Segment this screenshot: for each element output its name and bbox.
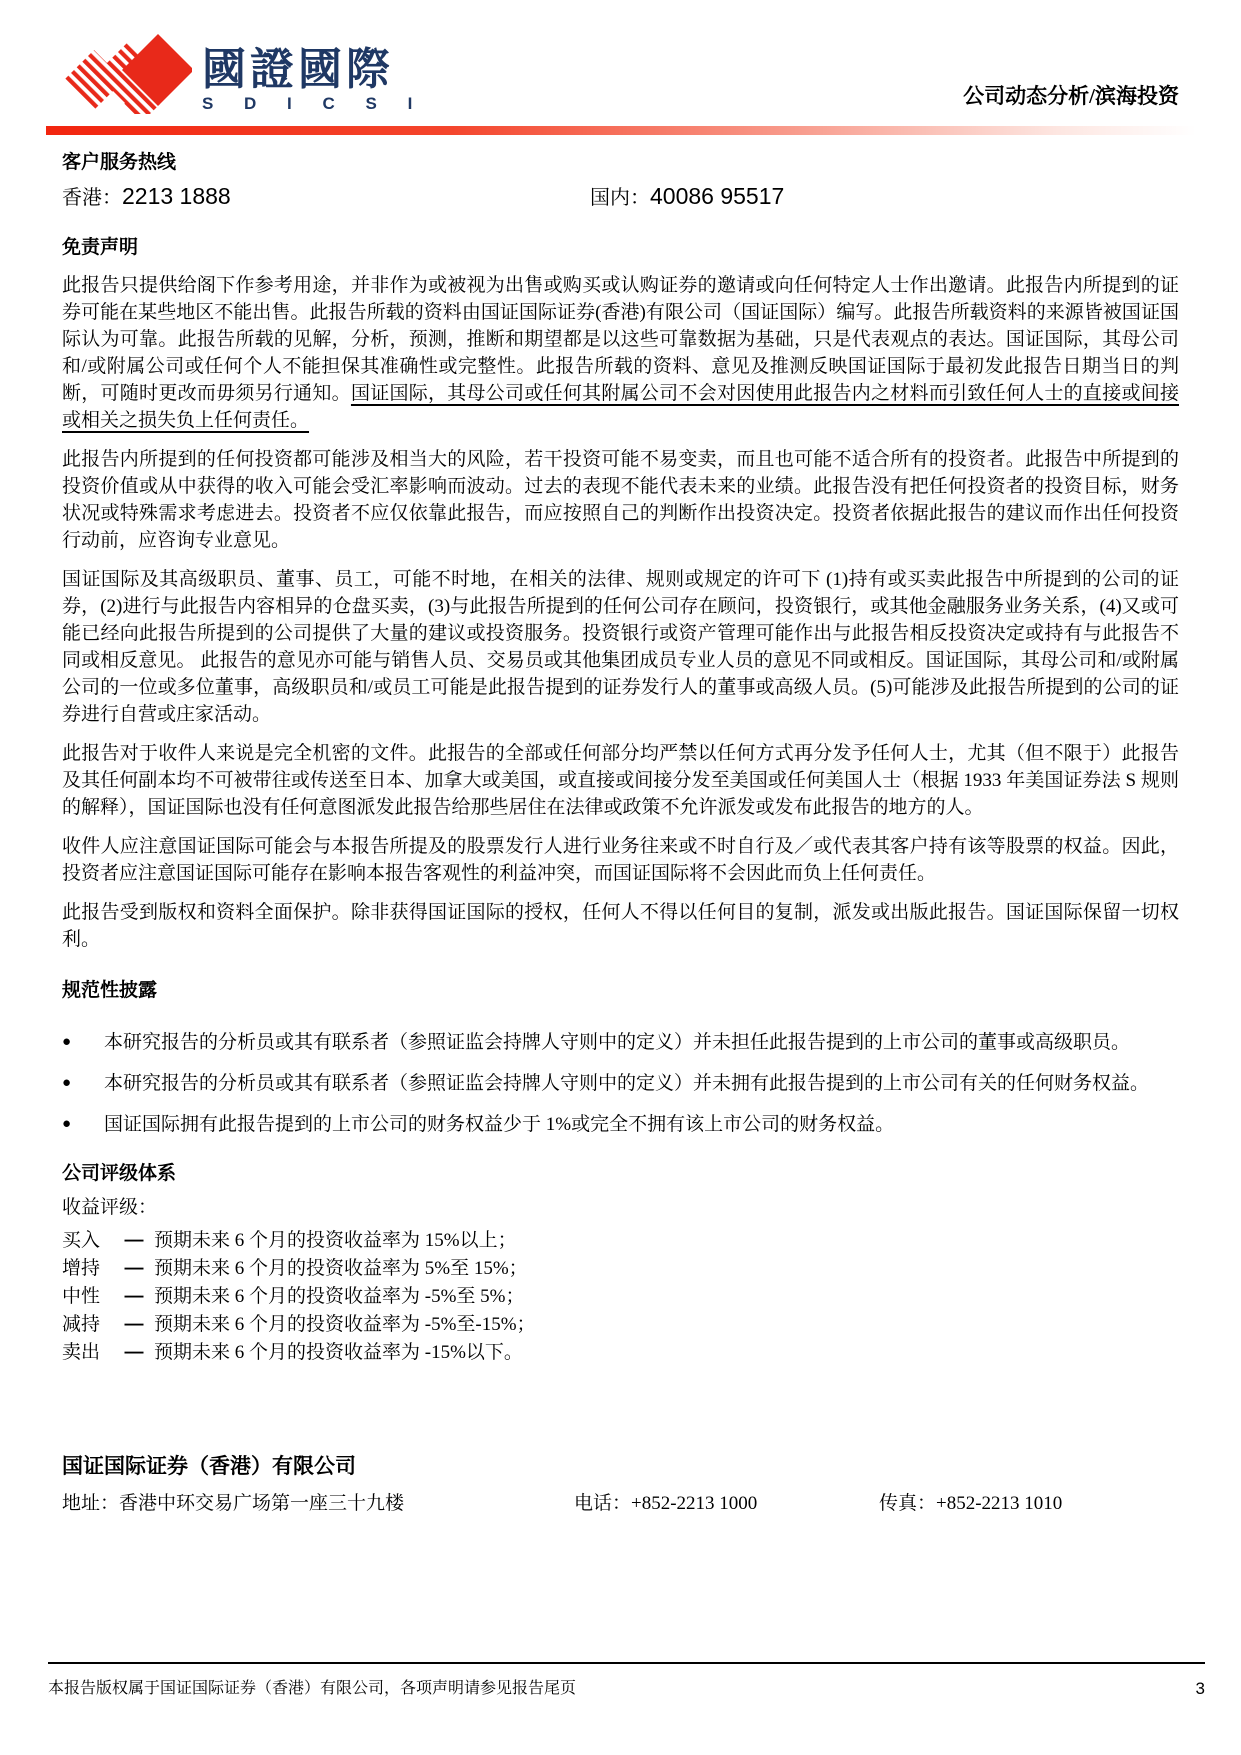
rating-description: 预期未来 6 个月的投资收益率为 -15%以下。 — [154, 1342, 523, 1363]
rating-subtitle: 收益评级： — [62, 1197, 158, 1218]
rating-row — [62, 1255, 1179, 1283]
hotline-title: 客户服务热线 — [62, 152, 177, 173]
rating-description: 预期未来 6 个月的投资收益率为 15%以上； — [154, 1230, 517, 1251]
company-info-section — [62, 1452, 1179, 1518]
hotline-mainland — [590, 182, 784, 212]
bullet-icon: ● — [62, 1075, 72, 1091]
rating-label: 增持 — [62, 1258, 101, 1279]
disclaimer-paragraph — [62, 272, 1179, 434]
rating-dash: — — [124, 1342, 144, 1363]
page-number: 3 — [1195, 1679, 1205, 1698]
rating-system-title: 公司评级体系 — [62, 1163, 177, 1184]
company-address: 地址：香港中环交易广场第一座三十九楼 — [62, 1493, 405, 1514]
rating-label: 买入 — [62, 1230, 101, 1251]
rating-label: 减持 — [62, 1314, 101, 1335]
disclaimer-paragraph: 此报告对于收件人来说是完全机密的文件。此报告的全部或任何部分均严禁以任何方式再分发予任何人士，尤其（但不限于）此报告及其任何副本均不可被带往或传送至日本、加拿大或美国，或直接或间接分发至美国或任何美国人士（根据 1933 年美国证券法 S 规则的解释），国证国际也没有任何意图派发此报告给那些居住在法律或政策不允许派发或发布此报告的地方的人。 — [62, 743, 1179, 818]
page-header — [62, 30, 1179, 114]
header-divider — [46, 126, 1196, 135]
company-contact-row — [62, 1490, 1179, 1518]
bullet-icon: ● — [62, 1116, 72, 1132]
disclaimer-paragraph: 此报告内所提到的任何投资都可能涉及相当大的风险，若干投资可能不易变卖，而且也可能不适合所有的投资者。此报告中所提到的投资价值或从中获得的收入可能会受汇率影响而波动。过去的表现不能代表未来的业绩。此报告没有把任何投资者的投资目标，财务状况或特殊需求考虑进去。投资者不应仅依靠此报告，而应按照自己的判断作出投资决定。投资者依据此报告的建议而作出任何投资行动前，应咨询专业意见。 — [62, 449, 1179, 551]
disclosure-item — [62, 1070, 1179, 1097]
disclosure-item-text: 本研究报告的分析员或其有联系者（参照证监会持牌人守则中的定义）并未拥有此报告提到的上市公司有关的任何财务权益。 — [104, 1073, 1150, 1094]
logo-name-cn: 國證國際 — [202, 45, 394, 94]
disclaimer-p1-underlined: 国证国际，其母公司或任何其附属公司不会对因使用此报告内之材料而引致任何人士的直接或间接或相关之损失负上任何责任。 — [62, 383, 1179, 431]
hotline-cn-number: 40086 95517 — [650, 183, 785, 209]
rating-row — [62, 1311, 1179, 1339]
disclosure-item-text: 国证国际拥有此报告提到的上市公司的财务权益少于 1%或完全不拥有该上市公司的财务权益。 — [104, 1114, 895, 1135]
rating-row — [62, 1283, 1179, 1311]
disclosure-title: 规范性披露 — [62, 980, 158, 1001]
disclaimer-paragraph: 国证国际及其高级职员、董事、员工，可能不时地，在相关的法律、规则或规定的许可下 (1)持有或买卖此报告中所提到的公司的证券，(2)进行与此报告内容相异的仓盘买卖，(3)与此报告所提到的任何公司存在顾问，投资银行，或其他金融服务业务关系，(4)又或可能已经向此报告所提到的公司提供了大量的建议或投资服务。投资银行或资产管理可能作出与此报告相反投资决定或持有与此报告不同或相反意见。 此报告的意见亦可能与销售人员、交易员或其他集团成员专业人员的意见不同或相反。国证国际，其母公司和/或附属公司的一位或多位董事，高级职员和/或员工可能是此报告提到的证券发行人的董事或高级人员。(5)可能涉及此报告所提到的公司的证券进行自营或庄家活动。 — [62, 569, 1179, 725]
rating-label: 中性 — [62, 1286, 101, 1307]
rating-description: 预期未来 6 个月的投资收益率为 -5%至-15%； — [154, 1314, 536, 1335]
logo-diamonds-icon — [62, 30, 192, 114]
disclaimer-paragraph: 收件人应注意国证国际可能会与本报告所提及的股票发行人进行业务往来或不时自行及／或代表其客户持有该等股票的权益。因此，投资者应注意国证国际可能存在影响本报告客观性的利益冲突，而国证国际将不会因此而负上任何责任。 — [62, 836, 1179, 884]
company-fax: 传真：+852-2213 1010 — [879, 1493, 1063, 1514]
disclaimer-paragraph: 此报告受到版权和资料全面保护。除非获得国证国际的授权，任何人不得以任何目的复制，派发或出版此报告。国证国际保留一切权利。 — [62, 902, 1179, 950]
hotline-hongkong — [62, 182, 590, 212]
company-name: 国证国际证券（香港）有限公司 — [62, 1454, 356, 1478]
hotline-hk-number: 2213 1888 — [122, 183, 231, 209]
rating-label: 卖出 — [62, 1342, 101, 1363]
logo-name-en: S D I C S I — [202, 94, 426, 113]
disclaimer-section — [62, 236, 1179, 953]
rating-list — [62, 1227, 1179, 1367]
rating-dash: — — [124, 1286, 144, 1307]
rating-description: 预期未来 6 个月的投资收益率为 5%至 15%； — [154, 1258, 528, 1279]
disclosure-item — [62, 1111, 1179, 1138]
rating-dash: — — [124, 1230, 144, 1251]
rating-row — [62, 1227, 1179, 1255]
bullet-icon: ● — [62, 1034, 72, 1050]
disclaimer-p1-normal: 此报告只提供给阁下作参考用途，并非作为或被视为出售或购买或认购证券的邀请或向任何特定人士作出邀请。此报告内所提到的证券可能在某些地区不能出售。此报告所载的资料由国证国际证券(香港)有限公司（国证国际）编写。此报告所载资料的来源皆被国证国际认为可靠。此报告所载的见解，分析，预测，推断和期望都是以这些可靠数据为基础，只是代表观点的表达。国证国际，其母公司和/或附属公司或任何个人不能担保其准确性或完整性。此报告所载的资料、意见及推测反映国证国际于最初发此报告日期当日的判断，可随时更改而毋须另行通知。 — [62, 275, 1179, 404]
page-footer — [48, 1662, 1205, 1700]
company-logo — [62, 30, 425, 114]
hotline-section — [62, 151, 1179, 212]
rating-row — [62, 1339, 1179, 1367]
disclosure-item-text: 本研究报告的分析员或其有联系者（参照证监会持牌人守则中的定义）并未担任此报告提到的上市公司的董事或高级职员。 — [104, 1032, 1131, 1053]
disclosure-section — [62, 979, 1179, 1138]
report-type-label: 公司动态分析/滨海投资 — [963, 84, 1179, 108]
disclaimer-title: 免责声明 — [62, 237, 139, 258]
hotline-row — [62, 182, 1179, 212]
hotline-cn-label: 国内： — [590, 187, 650, 209]
logo-text — [202, 45, 426, 114]
rating-dash: — — [124, 1258, 144, 1279]
rating-description: 预期未来 6 个月的投资收益率为 -5%至 5%； — [154, 1286, 525, 1307]
disclosure-item — [62, 1029, 1179, 1056]
hotline-hk-label: 香港： — [62, 187, 122, 209]
rating-dash: — — [124, 1314, 144, 1335]
rating-system-section — [62, 1162, 1179, 1367]
footer-copyright: 本报告版权属于国证国际证券（香港）有限公司，各项声明请参见报告尾页 — [48, 1680, 577, 1697]
company-phone: 电话：+852-2213 1000 — [574, 1493, 758, 1514]
